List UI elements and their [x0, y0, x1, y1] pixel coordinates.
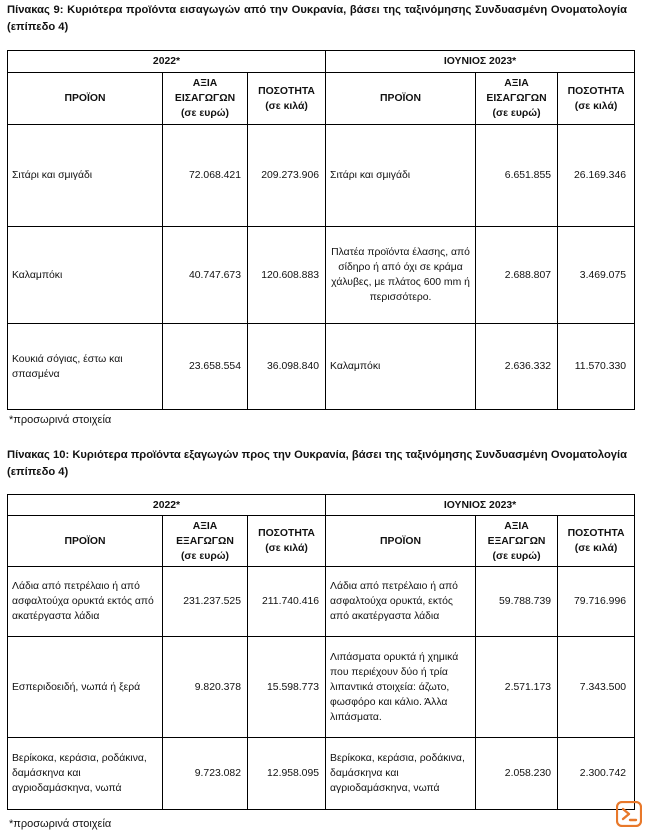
- value-cell: 2.636.332: [476, 324, 558, 410]
- product-cell: Εσπεριδοειδή, νωπά ή ξερά: [8, 637, 163, 738]
- product-cell: Καλαμπόκι: [326, 324, 476, 410]
- table-row: [8, 637, 635, 738]
- col-header-quantity: ΠΟΣΟΤΗΤΑ (σε κιλά): [558, 73, 635, 125]
- col-header-value: ΑΞΙΑ ΕΞΑΓΩΓΩΝ (σε ευρώ): [476, 516, 558, 567]
- col-header-quantity: ΠΟΣΟΤΗΤΑ (σε κιλά): [248, 73, 326, 125]
- period-header-2022: 2022*: [8, 495, 326, 516]
- quantity-cell: 11.570.330: [558, 324, 635, 410]
- col-header-quantity: ΠΟΣΟΤΗΤΑ (σε κιλά): [248, 516, 326, 567]
- product-cell: Λάδια από πετρέλαιο ή από ασφαλτούχα ορυκτά εκτός από ακατέργαστα λάδια: [8, 567, 163, 637]
- col-header-product: ΠΡΟΪΟΝ: [326, 516, 476, 567]
- value-cell: 2.688.807: [476, 227, 558, 324]
- product-cell: Σιτάρι και σμιγάδι: [8, 125, 163, 227]
- col-header-product: ΠΡΟΪΟΝ: [8, 516, 163, 567]
- period-header-june-2023: ΙΟΥΝΙΟΣ 2023*: [326, 51, 635, 73]
- quantity-cell: 36.098.840: [248, 324, 326, 410]
- exports-table: [7, 494, 635, 810]
- value-cell: 23.658.554: [163, 324, 248, 410]
- quantity-cell: 2.300.742: [558, 738, 635, 810]
- table9-footnote: *προσωρινά στοιχεία: [9, 414, 112, 426]
- quantity-cell: 15.598.773: [248, 637, 326, 738]
- quantity-cell: 120.608.883: [248, 227, 326, 324]
- value-cell: 6.651.855: [476, 125, 558, 227]
- col-header-value: ΑΞΙΑ ΕΙΣΑΓΩΓΩΝ (σε ευρώ): [163, 73, 248, 125]
- col-header-product: ΠΡΟΪΟΝ: [326, 73, 476, 125]
- col-header-value: ΑΞΙΑ ΕΙΣΑΓΩΓΩΝ (σε ευρώ): [476, 73, 558, 125]
- product-cell: Κουκιά σόγιας, έστω και σπασμένα: [8, 324, 163, 410]
- value-cell: 2.571.173: [476, 637, 558, 738]
- imports-table: [7, 50, 635, 410]
- col-header-product: ΠΡΟΪΟΝ: [8, 73, 163, 125]
- table-row: [8, 738, 635, 810]
- value-cell: 9.723.082: [163, 738, 248, 810]
- value-cell: 40.747.673: [163, 227, 248, 324]
- table10-footnote: *προσωρινά στοιχεία: [9, 818, 112, 830]
- quantity-cell: 211.740.416: [248, 567, 326, 637]
- quantity-cell: 7.343.500: [558, 637, 635, 738]
- quantity-cell: 79.716.996: [558, 567, 635, 637]
- product-cell: Λιπάσματα ορυκτά ή χημικά που περιέχουν δύο ή τρία λιπαντικά στοιχεία: άζωτο, φωσφόρο και κάλιο. Άλλα λιπάσματα.: [326, 637, 476, 738]
- table-row: [8, 227, 635, 324]
- watermark-logo-icon: [616, 801, 642, 827]
- quantity-cell: 12.958.095: [248, 738, 326, 810]
- quantity-cell: 209.273.906: [248, 125, 326, 227]
- value-cell: 2.058.230: [476, 738, 558, 810]
- product-cell: Σιτάρι και σμιγάδι: [326, 125, 476, 227]
- col-header-quantity: ΠΟΣΟΤΗΤΑ (σε κιλά): [558, 516, 635, 567]
- value-cell: 72.068.421: [163, 125, 248, 227]
- value-cell: 9.820.378: [163, 637, 248, 738]
- quantity-cell: 26.169.346: [558, 125, 635, 227]
- value-cell: 59.788.739: [476, 567, 558, 637]
- quantity-cell: 3.469.075: [558, 227, 635, 324]
- product-cell: Λάδια από πετρέλαιο ή από ασφαλτούχα ορυκτά, εκτός από ακατέργαστα λάδια: [326, 567, 476, 637]
- table-row: [8, 324, 635, 410]
- value-cell: 231.237.525: [163, 567, 248, 637]
- period-header-june-2023: ΙΟΥΝΙΟΣ 2023*: [326, 495, 635, 516]
- col-header-value: ΑΞΙΑ ΕΞΑΓΩΓΩΝ (σε ευρώ): [163, 516, 248, 567]
- table-row: [8, 567, 635, 637]
- table10-caption: Πίνακας 10: Κυριότερα προϊόντα εξαγωγών προς την Ουκρανία, βάσει της ταξινόμησης Συνδυασμένη Ονοματολογία (επίπεδο 4): [7, 449, 627, 478]
- table-row: [8, 125, 635, 227]
- product-cell: Βερίκοκα, κεράσια, ροδάκινα, δαμάσκηνα και αγριοδαμάσκηνα, νωπά: [326, 738, 476, 810]
- product-cell: Βερίκοκα, κεράσια, ροδάκινα, δαμάσκηνα και αγριοδαμάσκηνα, νωπά: [8, 738, 163, 810]
- table9-caption: Πίνακας 9: Κυριότερα προϊόντα εισαγωγών από την Ουκρανία, βάσει της ταξινόμησης Συνδυασμένη Ονοματολογία (επίπεδο 4): [7, 4, 627, 33]
- product-cell: Καλαμπόκι: [8, 227, 163, 324]
- product-cell: Πλατέα προϊόντα έλασης, από σίδηρο ή από όχι σε κράμα χάλυβες, με πλάτος 600 mm ή περισσότερο.: [326, 227, 476, 324]
- period-header-2022: 2022*: [8, 51, 326, 73]
